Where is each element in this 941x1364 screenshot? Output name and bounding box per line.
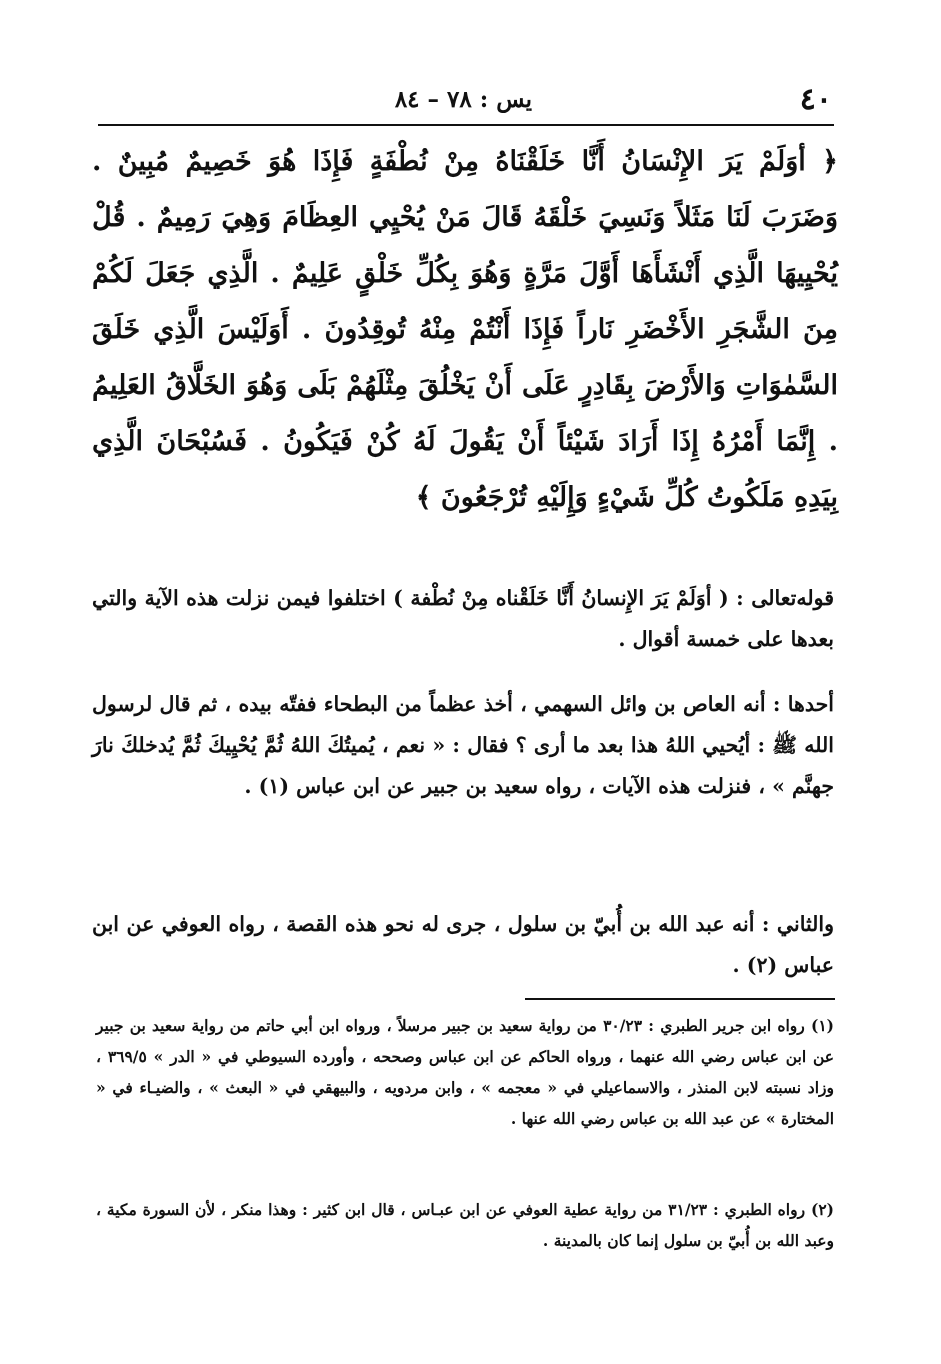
running-title: يس : ٧٨ – ٨٤	[394, 86, 532, 113]
page-number: ٤٠	[799, 82, 832, 117]
commentary-paragraph: أحدها : أنه العاص بن وائل السهمي ، أخذ عظماً من البطحاء ففتّه بيده ، ثم قال لرسول الله ﷺ : أيُحيي اللهُ هذا بعد ما أرى ؟ فقال : « نعم ، يُميتُكَ اللهُ ثُمَّ يُحْيِيكَ ثُمَّ يُدخلكَ نارَ جهنَّم » ، فنزلت هذه الآيات ، رواه سعيد بن جبير عن ابن عباس (١) .	[92, 692, 834, 798]
footnote-divider	[525, 998, 835, 1000]
commentary-paragraph: قوله‌تعالى : ( أوَلَمْ يَرَ الإِنسانُ أَنَّا خَلَقْناه مِنْ نُطْفة ) اختلفوا فيمن نزلت هذه الآية والتي بعدها على خمسة أقوال .	[92, 586, 834, 651]
footnote-1: (١) رواه ابن جرير الطبري : ٣٠/٢٣ من رواية سعيد بن جبير مرسلاً ، ورواه ابن أبي حاتم من رواية سعيد بن جبير عن ابن عباس رضي الله عنهما ، ورواه الحاكم عن ابن عباس وصححه ، وأورده السيوطي في « الدر » ٣٦٩/٥ ، وزاد نسبته لابن المنذر ، والاسماعيلي في « معجمه » ، وابن مردويه ، والبيهقي في « البعث » ، والضيـاء في « المختارة » عن عبد الله بن عباس رضي الله عنها .	[96, 1016, 834, 1128]
commentary-paragraph: والثاني : أنه عبد الله بن أُبيّ بن سلول ، جرى له نحو هذه القصة ، رواه العوفي عن ابن عباس (٢) .	[92, 912, 834, 977]
header-divider	[98, 124, 834, 126]
quran-verse-block: ﴿ أوَلَمْ يَرَ الإِنْسَانُ أَنَّا خَلَقْنَاهُ مِنْ نُطْفَةٍ فَإِذَا هُوَ خَصِيمٌ مُبِينٌ . وَضَرَبَ لَنَا مَثَلاً وَنَسِيَ خَلْقَهُ قَالَ مَنْ يُحْيِي العِظَامَ وَهِيَ رَمِيمٌ . قُلْ يُحْيِيهَا الَّذِي أَنْشَأَهَا أَوَّلَ مَرَّةٍ وَهُوَ بِكُلِّ خَلْقٍ عَلِيمٌ . الَّذِي جَعَلَ لَكُمْ مِنَ الشَّجَرِ الأَخْضَرِ نَاراً فَإِذَا أَنْتُمْ مِنْهُ تُوقِدُونَ . أَوَلَيْسَ الَّذِي خَلَقَ السَّمٰوَاتِ وَالأَرْضَ بِقَادِرٍ عَلَى أَنْ يَخْلُقَ مِثْلَهُمْ بَلَى وَهُوَ الخَلَّاقُ العَلِيمُ . إِنَّمَا أَمْرُهُ إِذَا أَرَادَ شَيْئاً أَنْ يَقُولَ لَهُ كُنْ فَيَكُونُ . فَسُبْحَانَ الَّذِي بِيَدِهِ مَلَكُوتُ كُلِّ شَيْءٍ وَإِلَيْهِ تُرْجَعُونَ ﴾	[92, 146, 838, 513]
footnote-2: (٢) رواه الطبري : ٣١/٢٣ من رواية عطية العوفي عن ابن عبـاس ، قال ابن كثير : وهذا منكر ، لأن السورة مكية ، وعبد الله بن أُبيّ بن سلول إنما كان بالمدينة .	[96, 1200, 834, 1250]
page-header	[92, 78, 832, 122]
